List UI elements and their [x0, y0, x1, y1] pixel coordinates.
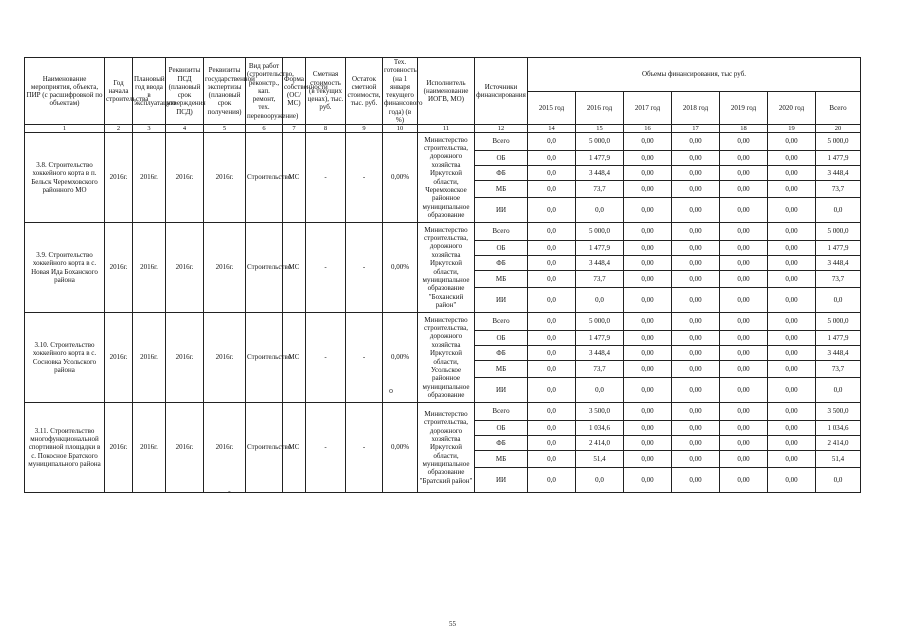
ownership: МС — [283, 223, 306, 313]
column-number: 12 — [475, 125, 528, 133]
column-number: 18 — [720, 125, 768, 133]
funding-value: 0,00 — [672, 151, 720, 166]
scan-mark-dash: - — [228, 487, 231, 496]
funding-total: 3 448,4 — [816, 256, 861, 271]
funding-value: 0,00 — [768, 436, 816, 451]
table-header — [25, 58, 861, 133]
funding-value: 0,00 — [624, 361, 672, 378]
executor: Министерство строительства, дорожного хозяйства Иркутской области, муниципальное образование "Боханский район" — [418, 223, 475, 313]
funding-value: 51,4 — [576, 451, 624, 468]
funding-value: 0,00 — [672, 313, 720, 331]
funding-value: 0,00 — [720, 151, 768, 166]
funding-value: 0,00 — [720, 271, 768, 288]
funding-value: 5 000,0 — [576, 223, 624, 241]
funding-source: ИИ — [475, 378, 528, 403]
funding-total: 1 477,9 — [816, 151, 861, 166]
planned-year: 2016г. — [133, 223, 166, 313]
psd-date: 2016г. — [166, 223, 204, 313]
funding-value: 0,0 — [576, 468, 624, 493]
funding-value: 0,00 — [720, 421, 768, 436]
funding-total: 1 477,9 — [816, 241, 861, 256]
funding-value: 0,00 — [672, 181, 720, 198]
funding-total: 73,7 — [816, 361, 861, 378]
column-number: 14 — [528, 125, 576, 133]
funding-value: 1 477,9 — [576, 241, 624, 256]
column-number: 1 — [25, 125, 105, 133]
funding-value: 0,00 — [720, 181, 768, 198]
funding-value: 0,0 — [528, 181, 576, 198]
funding-value: 0,0 — [528, 346, 576, 361]
column-number: 5 — [204, 125, 246, 133]
funding-total: 5 000,0 — [816, 223, 861, 241]
header-psd-details: Реквизиты ПСД (плановый срок утверждения ПСД) — [166, 58, 204, 125]
funding-value: 0,00 — [768, 151, 816, 166]
start-year: 2016г. — [105, 133, 133, 223]
column-number-row — [25, 125, 861, 133]
funding-total: 2 414,0 — [816, 436, 861, 451]
column-number: 4 — [166, 125, 204, 133]
funding-value: 0,00 — [720, 223, 768, 241]
funding-source: ОБ — [475, 421, 528, 436]
funding-value: 0,0 — [528, 468, 576, 493]
header-remaining-cost: Остаток сметной стоимости, тыс. руб. — [346, 58, 383, 125]
column-number: 9 — [346, 125, 383, 133]
funding-value: 0,00 — [624, 271, 672, 288]
funding-value: 0,0 — [528, 288, 576, 313]
ownership: МС — [283, 133, 306, 223]
funding-value: 0,0 — [576, 288, 624, 313]
funding-value: 0,00 — [624, 151, 672, 166]
funding-value: 3 448,4 — [576, 256, 624, 271]
header-total: Всего — [816, 91, 861, 125]
funding-source: Всего — [475, 223, 528, 241]
object-name: 3.9. Строительство хоккейного корта в с. Новая Ида Боханского района — [25, 223, 105, 313]
funding-value: 0,00 — [720, 166, 768, 181]
funding-value: 0,0 — [528, 451, 576, 468]
funding-value: 0,00 — [720, 313, 768, 331]
funding-value: 0,00 — [624, 378, 672, 403]
funding-source: ОБ — [475, 151, 528, 166]
funding-value: 0,00 — [624, 133, 672, 151]
funding-total: 3 448,4 — [816, 166, 861, 181]
remaining-cost: - — [346, 223, 383, 313]
funding-total: 0,0 — [816, 198, 861, 223]
funding-value: 0,0 — [528, 378, 576, 403]
executor: Министерство строительства, дорожного хозяйства Иркутской области, Усольское районное муниципальное образование — [418, 313, 475, 403]
funding-value: 0,0 — [528, 361, 576, 378]
funding-value: 5 000,0 — [576, 133, 624, 151]
funding-value: 0,00 — [624, 223, 672, 241]
start-year: 2016г. — [105, 313, 133, 403]
remaining-cost: - — [346, 403, 383, 493]
funding-value: 0,00 — [624, 241, 672, 256]
header-readiness: Тех. готовность (на 1 января текущего финансового года) (в %) — [384, 58, 423, 124]
start-year: 2016г. — [105, 223, 133, 313]
funding-value: 2 414,0 — [576, 436, 624, 451]
funding-total: 3 448,4 — [816, 346, 861, 361]
header-estimated-cost: Сметная стоимость (в текущих ценах), тыс. руб. — [306, 58, 346, 125]
funding-value: 0,00 — [624, 468, 672, 493]
funding-source: Всего — [475, 133, 528, 151]
funding-value: 0,00 — [672, 198, 720, 223]
funding-value: 0,00 — [720, 241, 768, 256]
funding-value: 73,7 — [576, 361, 624, 378]
estimated-cost: - — [306, 403, 346, 493]
table-row — [25, 403, 861, 421]
table-row — [25, 223, 861, 241]
funding-value: 0,00 — [720, 346, 768, 361]
estimated-cost: - — [306, 223, 346, 313]
funding-source: ИИ — [475, 468, 528, 493]
expertise-date: 2016г. — [204, 133, 246, 223]
funding-source: МБ — [475, 271, 528, 288]
column-number: 3 — [133, 125, 166, 133]
column-number: 20 — [816, 125, 861, 133]
funding-value: 0,00 — [672, 451, 720, 468]
funding-value: 0,00 — [720, 288, 768, 313]
header-year-2016: 2016 год — [576, 91, 624, 125]
funding-value: 0,00 — [720, 451, 768, 468]
funding-value: 3 448,4 — [576, 166, 624, 181]
funding-value: 0,00 — [720, 256, 768, 271]
funding-total: 5 000,0 — [816, 133, 861, 151]
work-type: Строительство — [246, 403, 283, 493]
funding-value: 0,00 — [624, 181, 672, 198]
funding-value: 0,00 — [768, 378, 816, 403]
readiness: 0,00% — [383, 133, 418, 223]
ownership: МС — [283, 403, 306, 493]
header-funding-group: Объемы финансирования, тыс руб. — [528, 58, 861, 92]
funding-value: 0,00 — [768, 313, 816, 331]
funding-value: 0,00 — [768, 346, 816, 361]
funding-value: 0,00 — [672, 361, 720, 378]
funding-value: 1 477,9 — [576, 331, 624, 346]
header-planned-year: Плановый год ввода в эксплуатацию — [133, 58, 166, 125]
planned-year: 2016г. — [133, 313, 166, 403]
funding-value: 0,0 — [528, 198, 576, 223]
psd-date: 2016г. — [166, 133, 204, 223]
funding-value: 0,00 — [768, 198, 816, 223]
work-type: Строительство — [246, 313, 283, 403]
funding-value: 0,00 — [768, 166, 816, 181]
funding-source: ФБ — [475, 166, 528, 181]
funding-value: 3 500,0 — [576, 403, 624, 421]
funding-value: 0,0 — [576, 378, 624, 403]
funding-table — [24, 57, 861, 493]
funding-total: 1 034,6 — [816, 421, 861, 436]
header-year-2020: 2020 год — [768, 91, 816, 125]
header-year-2015: 2015 год — [528, 91, 576, 125]
funding-value: 0,00 — [768, 421, 816, 436]
funding-value: 0,00 — [672, 378, 720, 403]
table-row — [25, 133, 861, 151]
funding-value: 0,00 — [768, 181, 816, 198]
executor: Министерство строительства, дорожного хозяйства Иркутской области, Черемховское районное муниципальное образование — [418, 133, 475, 223]
funding-value: 0,00 — [624, 313, 672, 331]
expertise-date: 2016г. — [204, 223, 246, 313]
work-type: Строительство — [246, 133, 283, 223]
column-number: 6 — [246, 125, 283, 133]
funding-value: 0,00 — [672, 271, 720, 288]
header-name: Наименование мероприятия, объекта, ПИР (с расшифровкой по объектам) — [25, 58, 105, 125]
scan-mark-ring: o — [389, 386, 393, 395]
header-executor: Исполнитель (наименование ИОГВ, МО) — [418, 58, 475, 125]
funding-value: 0,0 — [576, 198, 624, 223]
table-body — [25, 133, 861, 493]
funding-total: 3 500,0 — [816, 403, 861, 421]
readiness: 0,00% — [383, 223, 418, 313]
funding-value: 1 477,9 — [576, 151, 624, 166]
header-year-2017: 2017 год — [624, 91, 672, 125]
column-number: 10 — [383, 125, 418, 133]
funding-value: 0,00 — [672, 133, 720, 151]
funding-value: 0,00 — [672, 468, 720, 493]
funding-value: 0,00 — [624, 256, 672, 271]
column-number: 7 — [283, 125, 306, 133]
funding-source: МБ — [475, 361, 528, 378]
funding-source: МБ — [475, 181, 528, 198]
funding-value: 0,00 — [720, 331, 768, 346]
executor: Министерство строительства, дорожного хозяйства Иркутской области, муниципальное образование "Братский район" — [418, 403, 475, 493]
table-row — [25, 313, 861, 331]
column-number: 16 — [624, 125, 672, 133]
funding-value: 0,00 — [672, 223, 720, 241]
column-number: 15 — [576, 125, 624, 133]
funding-value: 0,0 — [528, 313, 576, 331]
funding-value: 0,0 — [528, 403, 576, 421]
funding-value: 0,00 — [720, 378, 768, 403]
funding-total: 0,0 — [816, 468, 861, 493]
funding-source: Всего — [475, 403, 528, 421]
funding-value: 0,00 — [720, 133, 768, 151]
funding-value: 0,00 — [720, 468, 768, 493]
readiness: 0,00% — [383, 403, 418, 493]
funding-value: 0,00 — [768, 241, 816, 256]
funding-source: ФБ — [475, 346, 528, 361]
header-start-year: Год начала строительства — [105, 58, 133, 125]
ownership: МС — [283, 313, 306, 403]
funding-value: 0,00 — [768, 451, 816, 468]
object-name: 3.10. Строительство хоккейного корта в с. Сосновка Усольского района — [25, 313, 105, 403]
funding-value: 0,00 — [624, 421, 672, 436]
funding-value: 0,00 — [720, 403, 768, 421]
remaining-cost: - — [346, 133, 383, 223]
funding-value: 0,00 — [672, 166, 720, 181]
header-year-2018: 2018 год — [672, 91, 720, 125]
funding-value: 0,00 — [672, 331, 720, 346]
funding-total: 1 477,9 — [816, 331, 861, 346]
column-number: 11 — [418, 125, 475, 133]
readiness: 0,00% — [383, 313, 418, 403]
funding-value: 0,00 — [768, 403, 816, 421]
page-number: 55 — [449, 620, 456, 628]
funding-value: 0,00 — [720, 198, 768, 223]
funding-value: 0,00 — [672, 346, 720, 361]
column-number: 17 — [672, 125, 720, 133]
funding-value: 0,0 — [528, 166, 576, 181]
funding-value: 0,0 — [528, 256, 576, 271]
expertise-date: 2016г. — [204, 403, 246, 493]
funding-total: 0,0 — [816, 378, 861, 403]
funding-value: 0,00 — [672, 421, 720, 436]
planned-year: 2016г. — [133, 403, 166, 493]
remaining-cost: - — [346, 313, 383, 403]
funding-value: 0,00 — [768, 468, 816, 493]
funding-value: 0,00 — [624, 331, 672, 346]
funding-value: 0,0 — [528, 421, 576, 436]
funding-value: 0,00 — [720, 361, 768, 378]
funding-value: 0,00 — [768, 133, 816, 151]
funding-value: 0,00 — [768, 271, 816, 288]
column-number: 19 — [768, 125, 816, 133]
funding-value: 0,00 — [624, 288, 672, 313]
funding-source: МБ — [475, 451, 528, 468]
funding-value: 0,00 — [768, 256, 816, 271]
header-work-type: Вид работ (строительство, реконстр., кап. ремонт, тех. перевооружение) — [246, 58, 283, 125]
psd-date: 2016г. — [166, 313, 204, 403]
funding-source: ИИ — [475, 198, 528, 223]
funding-value: 0,00 — [624, 198, 672, 223]
header-year-2019: 2019 год — [720, 91, 768, 125]
funding-value: 0,0 — [528, 151, 576, 166]
expertise-date: 2016г. — [204, 313, 246, 403]
funding-value: 1 034,6 — [576, 421, 624, 436]
funding-value: 0,00 — [720, 436, 768, 451]
estimated-cost: - — [306, 133, 346, 223]
funding-value: 0,00 — [768, 361, 816, 378]
funding-source: ОБ — [475, 241, 528, 256]
funding-source: ОБ — [475, 331, 528, 346]
funding-value: 0,00 — [672, 288, 720, 313]
header-expertise-details: Реквизиты государственной экспертизы (плановый срок получения) — [204, 58, 246, 125]
funding-value: 0,00 — [672, 241, 720, 256]
start-year: 2016г. — [105, 403, 133, 493]
funding-value: 5 000,0 — [576, 313, 624, 331]
estimated-cost: - — [306, 313, 346, 403]
work-type: Строительство — [246, 223, 283, 313]
header-ownership: Форма собственности (ОС/МС) — [283, 58, 306, 125]
object-name: 3.8. Строительство хоккейного корта в п. Бельск Черемховского районного МО — [25, 133, 105, 223]
header-sources: Источники финансирования — [475, 58, 528, 125]
funding-value: 73,7 — [576, 181, 624, 198]
funding-value: 0,00 — [624, 346, 672, 361]
funding-value: 0,00 — [672, 403, 720, 421]
object-name: 3.11. Строительство многофункциональной спортивной площадки в с. Покосное Братского муниципального района — [25, 403, 105, 493]
funding-total: 51,4 — [816, 451, 861, 468]
funding-value: 0,00 — [672, 256, 720, 271]
funding-value: 0,00 — [624, 436, 672, 451]
funding-value: 0,0 — [528, 223, 576, 241]
psd-date: 2016г. — [166, 403, 204, 493]
funding-value: 0,0 — [528, 436, 576, 451]
funding-value: 0,00 — [624, 451, 672, 468]
funding-value: 0,00 — [672, 436, 720, 451]
funding-value: 0,00 — [768, 223, 816, 241]
funding-value: 0,0 — [528, 331, 576, 346]
funding-value: 0,00 — [624, 166, 672, 181]
column-number: 8 — [306, 125, 346, 133]
funding-source: ИИ — [475, 288, 528, 313]
funding-total: 73,7 — [816, 271, 861, 288]
funding-value: 0,00 — [768, 288, 816, 313]
funding-value: 0,0 — [528, 133, 576, 151]
planned-year: 2016г. — [133, 133, 166, 223]
funding-value: 0,00 — [768, 331, 816, 346]
funding-total: 5 000,0 — [816, 313, 861, 331]
funding-source: Всего — [475, 313, 528, 331]
column-number: 2 — [105, 125, 133, 133]
funding-source: ФБ — [475, 436, 528, 451]
funding-value: 3 448,4 — [576, 346, 624, 361]
funding-source: ФБ — [475, 256, 528, 271]
funding-value: 0,0 — [528, 241, 576, 256]
funding-value: 73,7 — [576, 271, 624, 288]
funding-total: 0,0 — [816, 288, 861, 313]
funding-total: 73,7 — [816, 181, 861, 198]
funding-value: 0,0 — [528, 271, 576, 288]
funding-value: 0,00 — [624, 403, 672, 421]
